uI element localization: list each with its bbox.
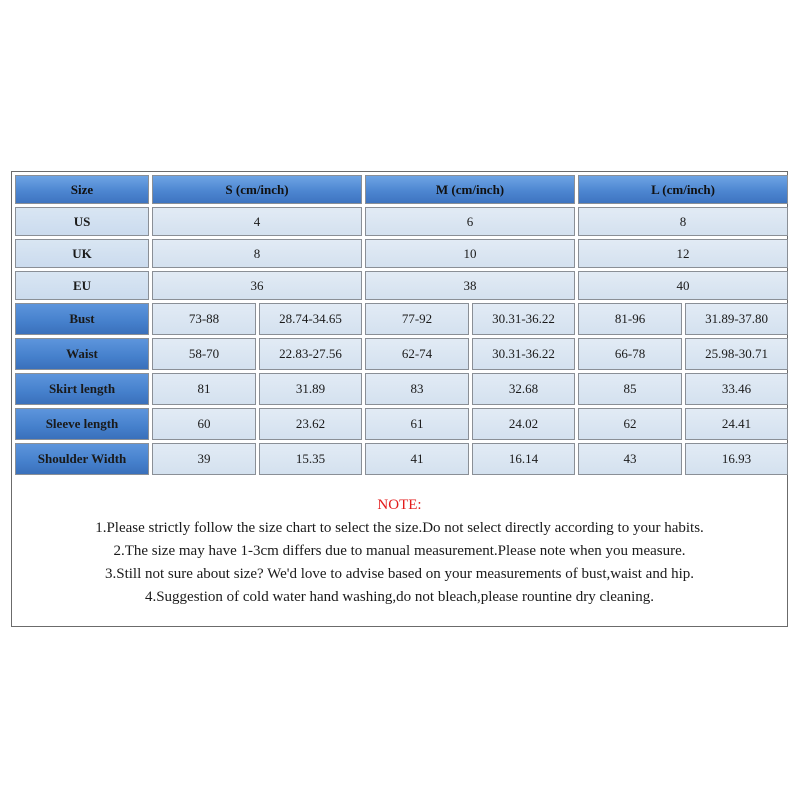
sleeve-l-cm: 62 [578,408,682,440]
shoulder-s-cm: 39 [152,443,256,475]
shoulder-m-cm: 41 [365,443,469,475]
waist-l-inch: 25.98-30.71 [685,338,788,370]
table-row-uk [15,239,788,268]
note-line-4: 4.Suggestion of cold water hand washing,do not bleach,please rountine dry cleaning. [144,589,655,605]
bust-l-inch: 31.89-37.80 [685,303,788,335]
bust-l-cm: 81-96 [578,303,682,335]
notes-section [12,484,787,609]
sleeve-m-inch: 24.02 [472,408,575,440]
row-label: Shoulder Width [15,443,149,475]
row-label: EU [15,271,149,300]
eu-size-l: 40 [578,271,788,300]
skirt-l-cm: 85 [578,373,682,405]
uk-size-m: 10 [365,239,575,268]
us-size-s: 4 [152,207,362,236]
table-row-sleeve-length [15,408,788,440]
waist-l-cm: 66-78 [578,338,682,370]
table-row-us [15,207,788,236]
eu-size-m: 38 [365,271,575,300]
size-s-header: S (cm/inch) [152,175,362,204]
uk-size-l: 12 [578,239,788,268]
skirt-s-inch: 31.89 [259,373,362,405]
uk-size-s: 8 [152,239,362,268]
skirt-m-inch: 32.68 [472,373,575,405]
size-l-header: L (cm/inch) [578,175,788,204]
row-label: Sleeve length [15,408,149,440]
size-header: Size [15,175,149,204]
waist-m-cm: 62-74 [365,338,469,370]
sleeve-m-cm: 61 [365,408,469,440]
shoulder-s-inch: 15.35 [259,443,362,475]
skirt-s-cm: 81 [152,373,256,405]
size-chart-table [12,172,791,478]
shoulder-m-inch: 16.14 [472,443,575,475]
waist-s-inch: 22.83-27.56 [259,338,362,370]
us-size-l: 8 [578,207,788,236]
skirt-l-inch: 33.46 [685,373,788,405]
bust-m-cm: 77-92 [365,303,469,335]
table-row-eu [15,271,788,300]
waist-m-inch: 30.31-36.22 [472,338,575,370]
note-line-2: 2.The size may have 1-3cm differs due to manual measurement.Please note when you measure. [113,543,686,559]
bust-s-cm: 73-88 [152,303,256,335]
sleeve-s-cm: 60 [152,408,256,440]
table-row-waist [15,338,788,370]
us-size-m: 6 [365,207,575,236]
note-title: NOTE: [377,497,422,513]
table-row-skirt-length [15,373,788,405]
row-label: Skirt length [15,373,149,405]
sleeve-l-inch: 24.41 [685,408,788,440]
row-label: Bust [15,303,149,335]
size-chart-frame [11,171,788,627]
shoulder-l-cm: 43 [578,443,682,475]
table-row-shoulder-width [15,443,788,475]
shoulder-l-inch: 16.93 [685,443,788,475]
note-line-1: 1.Please strictly follow the size chart to select the size.Do not select directly according to your habits. [95,520,704,536]
waist-s-cm: 58-70 [152,338,256,370]
eu-size-s: 36 [152,271,362,300]
header-row [15,175,788,204]
sleeve-s-inch: 23.62 [259,408,362,440]
row-label: UK [15,239,149,268]
row-label: US [15,207,149,236]
bust-m-inch: 30.31-36.22 [472,303,575,335]
row-label: Waist [15,338,149,370]
bust-s-inch: 28.74-34.65 [259,303,362,335]
note-line-3: 3.Still not sure about size? We'd love to advise based on your measurements of bust,waist and hip. [104,566,695,582]
skirt-m-cm: 83 [365,373,469,405]
size-m-header: M (cm/inch) [365,175,575,204]
table-row-bust [15,303,788,335]
